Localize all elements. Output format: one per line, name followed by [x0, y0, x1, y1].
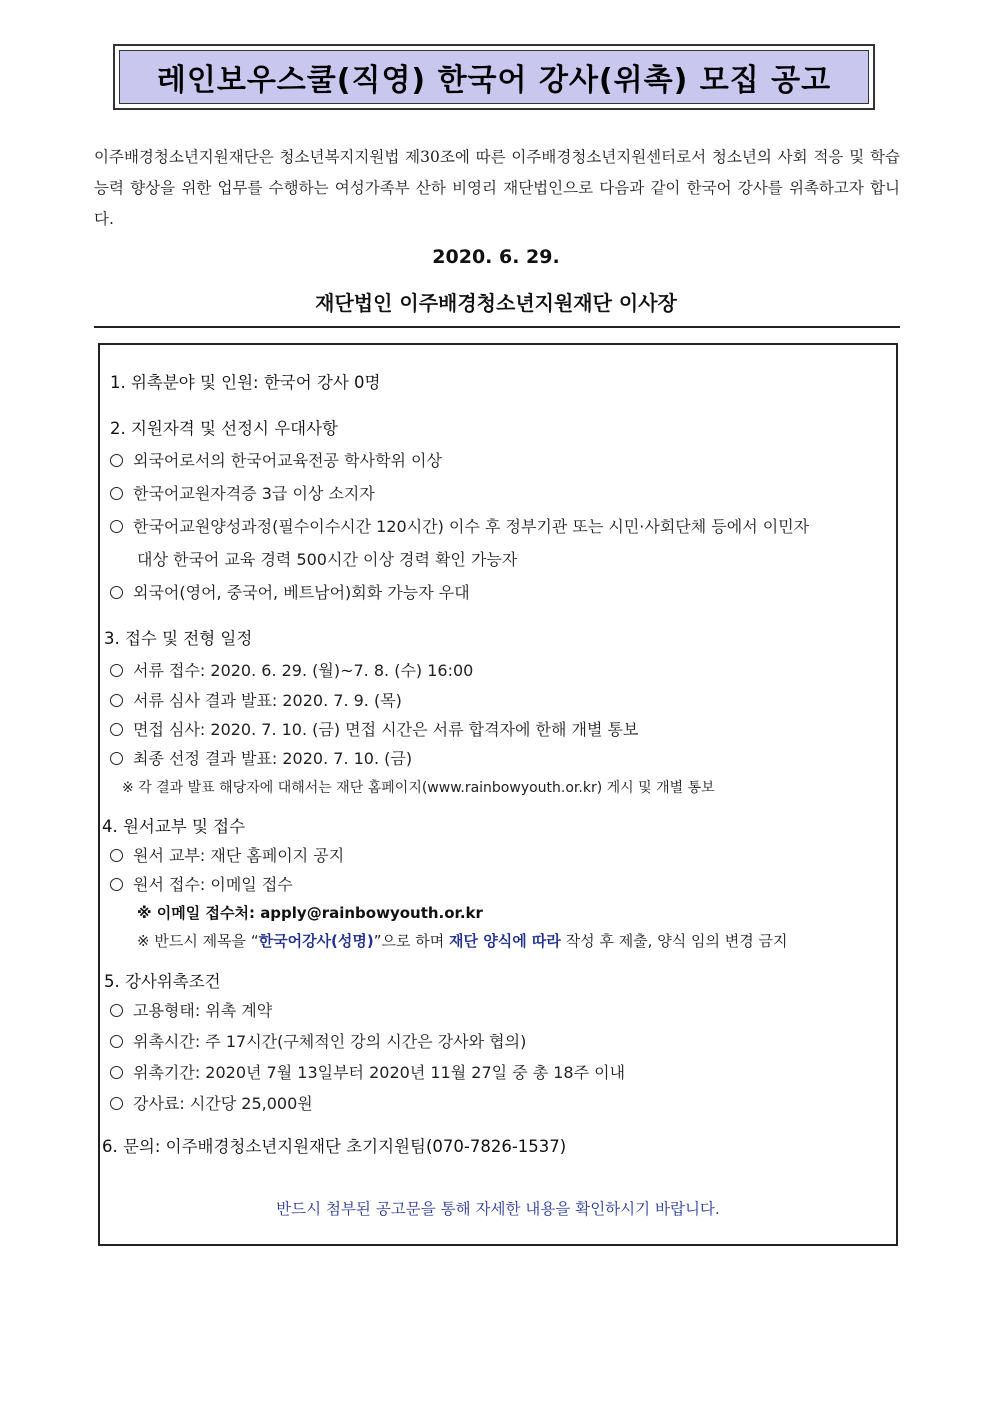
closing-notice: 반드시 첨부된 공고문을 통해 자세한 내용을 확인하시기 바랍니다. [276, 1200, 720, 1218]
issuing-organization: 재단법인 이주배경청소년지원재단 이사장 [315, 291, 677, 315]
bullet-circle-icon [110, 1004, 123, 1017]
bullet-circle-icon [110, 1066, 123, 1079]
list-item: 한국어교원양성과정(필수이수시간 120시간) 이수 후 정부기관 또는 시민·사회단체 등에서 이민자 [110, 514, 809, 537]
bullet-circle-icon [110, 723, 123, 736]
email-note: ※ 이메일 접수처: apply@rainbowyouth.or.kr [137, 904, 483, 922]
section-2-heading: 2. 지원자격 및 선정시 우대사항 [110, 419, 338, 438]
bullet-circle-icon [110, 454, 123, 467]
intro-paragraph: 이주배경청소년지원재단은 청소년복지지원법 제30조에 따른 이주배경청소년지원센터로서 청소년의 사회 적응 및 학습 능력 향상을 위한 업무를 수행하는 여성가족부 산하 비영리 재단법인으로 다음과 같이 한국어 강사를 위촉하고자 합니다. [94, 148, 900, 228]
bullet-circle-icon [110, 487, 123, 500]
list-item: 면접 심사: 2020. 7. 10. (금) 면접 시간은 서류 합격자에 한해 개별 통보 [110, 717, 638, 740]
list-item: 위촉기간: 2020년 7월 13일부터 2020년 11월 27일 중 총 18주 이내 [110, 1060, 625, 1083]
schedule-note: ※ 각 결과 발표 해당자에 대해서는 재단 홈페이지(www.rainbowyouth.or.kr) 게시 및 개별 통보 [122, 780, 715, 796]
list-item: 최종 선정 결과 발표: 2020. 7. 10. (금) [110, 746, 412, 769]
bullet-circle-icon [110, 878, 123, 891]
list-item: 위촉시간: 주 17시간(구체적인 강의 시간은 강사와 협의) [110, 1029, 526, 1052]
announcement-date: 2020. 6. 29. [432, 246, 560, 268]
list-item: 고용형태: 위촉 계약 [110, 998, 272, 1021]
submission-rule-note: ※ 반드시 제목을 “한국어강사(성명)”으로 하며 재단 양식에 따라 작성 후 제출, 양식 임의 변경 금지 [137, 932, 788, 950]
list-item-continuation: 대상 한국어 교육 경력 500시간 이상 경력 확인 가능자 [137, 550, 518, 569]
list-item: 외국어로서의 한국어교육전공 학사학위 이상 [110, 448, 442, 471]
bullet-circle-icon [110, 664, 123, 677]
bullet-circle-icon [110, 1097, 123, 1110]
list-item: 강사료: 시간당 25,000원 [110, 1091, 313, 1114]
list-item: 서류 접수: 2020. 6. 29. (월)~7. 8. (수) 16:00 [110, 658, 473, 681]
section-5-heading: 5. 강사위촉조건 [104, 972, 221, 991]
list-item: 한국어교원자격증 3급 이상 소지자 [110, 481, 375, 504]
list-item: 서류 심사 결과 발표: 2020. 7. 9. (목) [110, 688, 402, 711]
bullet-circle-icon [110, 752, 123, 765]
section-4-heading: 4. 원서교부 및 접수 [102, 817, 246, 836]
section-1-heading: 1. 위촉분야 및 인원: 한국어 강사 0명 [110, 373, 381, 392]
details-box [98, 343, 898, 1246]
list-item: 외국어(영어, 중국어, 베트남어)회화 가능자 우대 [110, 580, 470, 603]
title-frame [113, 44, 875, 110]
bullet-circle-icon [110, 520, 123, 533]
bullet-circle-icon [110, 586, 123, 599]
list-item: 원서 교부: 재단 홈페이지 공지 [110, 843, 344, 866]
bullet-circle-icon [110, 1035, 123, 1048]
list-item: 원서 접수: 이메일 접수 [110, 872, 293, 895]
divider-line [94, 326, 900, 328]
bullet-circle-icon [110, 849, 123, 862]
page-title: 레인보우스쿨(직영) 한국어 강사(위촉) 모집 공고 [119, 50, 869, 104]
highlight-subject: 한국어강사(성명) [258, 932, 374, 950]
highlight-form: 재단 양식에 따라 [449, 932, 561, 950]
section-3-heading: 3. 접수 및 전형 일정 [104, 629, 253, 648]
bullet-circle-icon [110, 694, 123, 707]
section-6-heading: 6. 문의: 이주배경청소년지원재단 초기지원팀(070-7826-1537) [102, 1137, 567, 1156]
